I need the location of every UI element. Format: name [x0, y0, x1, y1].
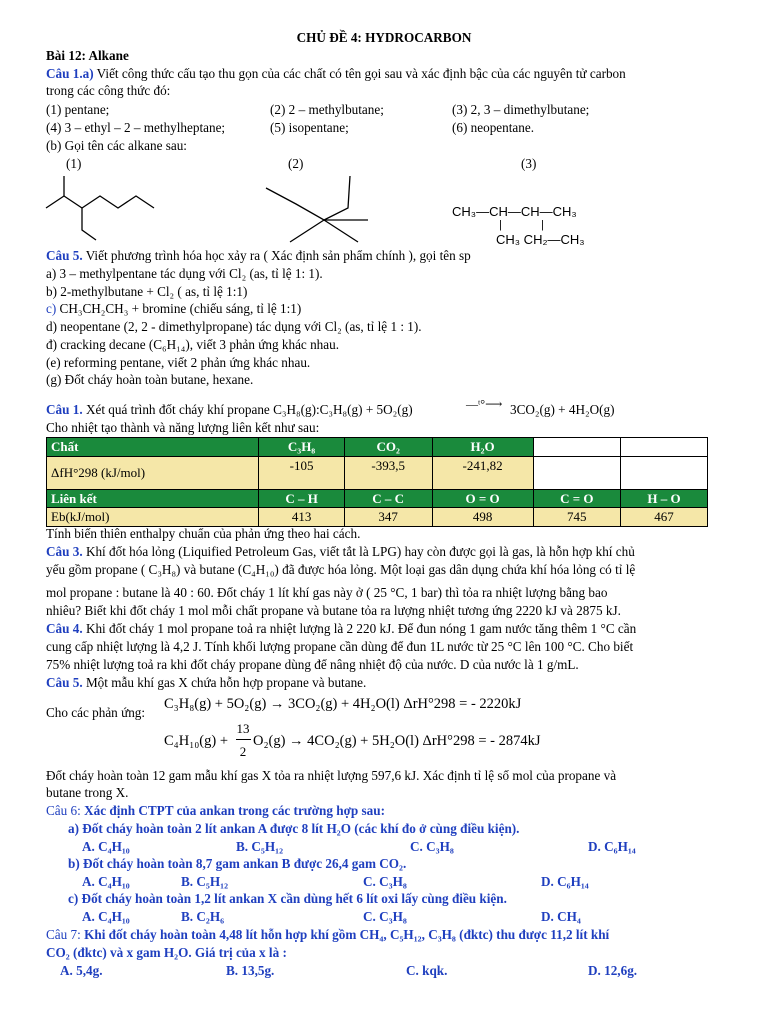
q3-line2: yếu gồm propane ( C₃H₈) và butane (C₄H₁₀) đã được hóa lỏng. Một loại gas dân dụng chứa khí hóa lỏng có tỉ lệ — [46, 562, 636, 577]
q5a-line-a: a) 3 – methylpentane tác dụng với Cl₂ (as, tỉ lệ 1: 1). — [46, 266, 323, 281]
q6c-option: C. C₃H₈ — [363, 909, 407, 924]
page-title: CHỦ ĐỀ 4: HYDROCARBON — [296, 30, 472, 45]
q5a-line-b: b) 2-methylbutane + Cl₂ ( as, tỉ lệ 1:1) — [46, 284, 248, 299]
q1-combustion-label: Câu 1. — [46, 402, 83, 417]
q5b-line-question: Đốt cháy hoàn toàn 12 gam mẫu khí gas X tỏa ra nhiệt lượng 597,6 kJ. Xác định tỉ lệ số mol của propane và — [46, 768, 617, 783]
structure-3-line2: CH₃ CH₂—CH₃ — [496, 232, 585, 247]
q1b-text: (b) Gọi tên các alkane sau: — [46, 138, 187, 153]
q6a-option: D. C₆H₁₄ — [588, 839, 636, 854]
q5a-line-d: d) neopentane (2, 2 - dimethylpropane) tác dụng với Cl₂ (as, tỉ lệ 1 : 1). — [46, 319, 422, 334]
q1-combustion-line2: Cho nhiệt tạo thành và năng lượng liên kết như sau: — [46, 420, 320, 435]
q5a-heading — [46, 247, 471, 265]
q7-line1 — [46, 926, 609, 944]
q7-option: A. 5,4g. — [60, 963, 103, 978]
table-cell — [620, 438, 707, 457]
q5b-label: Câu 5. — [46, 675, 83, 690]
q5a-line-e: (e) reforming pentane, viết 2 phản ứng khác nhau. — [46, 355, 311, 370]
q4-line3: 75% nhiệt lượng toả ra khi đốt cháy propane dùng để nâng nhiệt độ của nước. D của nước là 1 g/mL. — [46, 657, 579, 672]
q1b-label-1: (1) — [66, 156, 82, 171]
table-row — [47, 508, 708, 527]
thermo-table — [46, 437, 708, 527]
q5b-text: Một mẫu khí gas X chứa hỗn hợp propane và butane. — [82, 675, 367, 690]
table-cell: C – C — [344, 489, 432, 508]
q1a-item-5: (5) isopentane; — [270, 120, 349, 135]
q6b-option: A. C₄H₁₀ — [82, 874, 130, 889]
q1a-label: Câu 1.a) — [46, 66, 94, 81]
equation-2-frac-den: 2 — [239, 744, 247, 759]
table-cell — [533, 438, 620, 457]
q1-combustion-text: Xét quá trình đốt cháy khí propane C₃H₈(g):C₃H₈(g) + 5O₂(g) — [82, 402, 413, 417]
q4-line1 — [46, 620, 636, 638]
q7-text: Khi đốt cháy hoàn toàn 4,48 lít hỗn hợp khí gồm CH₄, C₅H₁₂, C₃H₈ (đktc) thu được 11,2 lít khí — [80, 927, 610, 942]
q7-label: Câu 7: — [46, 927, 81, 942]
q6a-option: C. C₃H₈ — [410, 839, 454, 854]
table-cell: 413 — [259, 508, 344, 527]
table-row — [47, 456, 708, 489]
q6c-option: B. C₂H₆ — [181, 909, 225, 924]
q3-line3: mol propane : butane là 40 : 60. Đốt cháy 1 lít khí gas này ở ( 25 °C, 1 bar) thì tỏa ra nhiệt lượng bằng bao — [46, 585, 608, 600]
q1a-item-1: (1) pentane; — [46, 102, 110, 117]
equation-2-right: O₂(g) → 4CO₂(g) + 5H₂O(l) ΔrH°298 = - 2874kJ — [253, 733, 541, 749]
q6-text: Xác định CTPT của ankan trong các trường hợp sau: — [80, 803, 385, 818]
table-cell: O = O — [432, 489, 533, 508]
q4-label: Câu 4. — [46, 621, 83, 636]
q7-option: C. kqk. — [406, 963, 448, 978]
table-cell: Liên kết — [47, 489, 259, 508]
q6b-option: B. C₅H₁₂ — [181, 874, 229, 889]
q1a-item-4: (4) 3 – ethyl – 2 – methylheptane; — [46, 120, 226, 135]
q3-label: Câu 3. — [46, 544, 83, 559]
table-cell: 347 — [344, 508, 432, 527]
q6c-stem: c) Đốt cháy hoàn toàn 1,2 lít ankan X cần dùng hết 6 lít oxi lấy cùng điều kiện. — [68, 891, 507, 906]
q1a-line1 — [46, 65, 626, 83]
fraction-bar — [236, 739, 251, 740]
structure-3-line1: CH₃—CH—CH—CH₃ — [452, 204, 577, 219]
q5a-c-label: c) — [46, 301, 57, 316]
table-cell: H – O — [620, 489, 707, 508]
q6a-option: A. C₄H₁₀ — [82, 839, 130, 854]
table-cell — [533, 456, 620, 489]
table-cell: C – H — [259, 489, 344, 508]
q5b-line1 — [46, 674, 366, 692]
table-cell: 498 — [432, 508, 533, 527]
equation-2-frac-num: 13 — [236, 721, 250, 736]
q5a-line-g: (g) Đốt cháy hoàn toàn butane, hexane. — [46, 372, 254, 387]
skeletal-structure-1 — [40, 168, 170, 248]
structure-3-bond-2: | — [541, 219, 544, 231]
table-cell — [620, 456, 707, 489]
table-cell: CO₂ — [344, 438, 432, 457]
q5a-line-c — [46, 300, 301, 318]
table-row — [47, 489, 708, 508]
q6a-stem: a) Đốt cháy hoàn toàn 2 lít ankan A được 8 lít H₂O (các khí đo ở cùng điều kiện). — [68, 821, 520, 836]
after-table-text: Tính biến thiên enthalpy chuẩn của phản ứng theo hai cách. — [46, 526, 361, 541]
table-cell: C = O — [533, 489, 620, 508]
q1a-item-6: (6) neopentane. — [452, 120, 535, 135]
table-cell: 745 — [533, 508, 620, 527]
q6b-option: D. C₆H₁₄ — [541, 874, 589, 889]
equation-2-left: C₄H₁₀(g) + — [164, 733, 229, 749]
q4-line2: cung cấp nhiệt lượng là 4,2 J. Tính khối lượng propane cần dùng để đun 1L nước từ 25 °C lên 100 °C. Cho biết — [46, 639, 634, 654]
q1a-item-2: (2) 2 – methylbutane; — [270, 102, 384, 117]
skeletal-structure-2 — [258, 168, 388, 248]
table-cell: Eb(kJ/mol) — [47, 508, 259, 527]
q6-heading — [46, 802, 385, 820]
reaction-arrow: —ᵗ°⟶ — [466, 397, 503, 411]
q5a-line-dd: đ) cracking decane (C₆H₁₄), viết 3 phản ứng khác nhau. — [46, 337, 340, 352]
q6a-option: B. C₅H₁₂ — [236, 839, 284, 854]
table-cell: Chất — [47, 438, 259, 457]
table-cell: -393,5 — [344, 456, 432, 489]
q3-line1 — [46, 543, 635, 561]
q4-text: Khi đốt cháy 1 mol propane toả ra nhiệt lượng là 2 220 kJ. Để đun nóng 1 gam nước tăng thêm 1 °C cần — [82, 621, 637, 636]
q1-combustion-line1 — [46, 401, 413, 419]
table-cell: ΔfH°298 (kJ/mol) — [47, 456, 259, 489]
table-cell: 467 — [620, 508, 707, 527]
q5b-line-question2: butane trong X. — [46, 785, 129, 800]
table-cell: -105 — [259, 456, 344, 489]
q6b-stem: b) Đốt cháy hoàn toàn 8,7 gam ankan B được 26,4 gam CO₂. — [68, 856, 407, 871]
q1b-label-2: (2) — [288, 156, 304, 171]
q6b-option: C. C₃H₈ — [363, 874, 407, 889]
q7-line2: CO₂ (đktc) và x gam H₂O. Giá trị của x là : — [46, 945, 287, 960]
q5a-c-text: CH₃CH₂CH₃ + bromine (chiếu sáng, tỉ lệ 1:1) — [59, 301, 302, 316]
q6c-option: A. C₄H₁₀ — [82, 909, 130, 924]
q7-option: D. 12,6g. — [588, 963, 638, 978]
table-cell: -241,82 — [432, 456, 533, 489]
lesson-heading: Bài 12: Alkane — [46, 48, 129, 63]
q1b-label-3: (3) — [521, 156, 537, 171]
table-row — [47, 438, 708, 457]
table-cell: C₃H₈ — [259, 438, 344, 457]
q1a-text: Viết công thức cấu tạo thu gọn của các chất có tên gọi sau và xác định bậc của các nguyên tử carbon — [93, 66, 626, 81]
q3-line4: nhiêu? Biết khi đốt cháy 1 mol mỗi chất propane và butane tỏa ra lượng nhiệt tương ứng 2220 kJ và 2875 kJ. — [46, 603, 621, 618]
q3-text: Khí đốt hóa lỏng (Liquified Petroleum Gas, viết tắt là LPG) hay còn được gọi là gas, là hỗn hợp khí chủ — [82, 544, 635, 559]
equation-1: C₃H₈(g) + 5O₂(g) → 3CO₂(g) + 4H₂O(l) ΔrH°298 = - 2220kJ — [164, 696, 522, 712]
q1-combustion-products: 3CO₂(g) + 4H₂O(g) — [510, 402, 615, 417]
q6-label: Câu 6: — [46, 803, 81, 818]
q1a-item-3: (3) 2, 3 – dimethylbutane; — [452, 102, 590, 117]
q5a-label: Câu 5. — [46, 248, 83, 263]
q7-option: B. 13,5g. — [226, 963, 275, 978]
q6c-option: D. CH₄ — [541, 909, 581, 924]
structure-3-bond-1: | — [499, 219, 502, 231]
table-cell: H₂O — [432, 438, 533, 457]
q5a-text: Viết phương trình hóa học xảy ra ( Xác định sản phẩm chính ), gọi tên sp — [82, 248, 471, 263]
q5b-reactions-label: Cho các phản ứng: — [46, 705, 146, 720]
q1a-line2: trong các công thức đó: — [46, 83, 171, 98]
